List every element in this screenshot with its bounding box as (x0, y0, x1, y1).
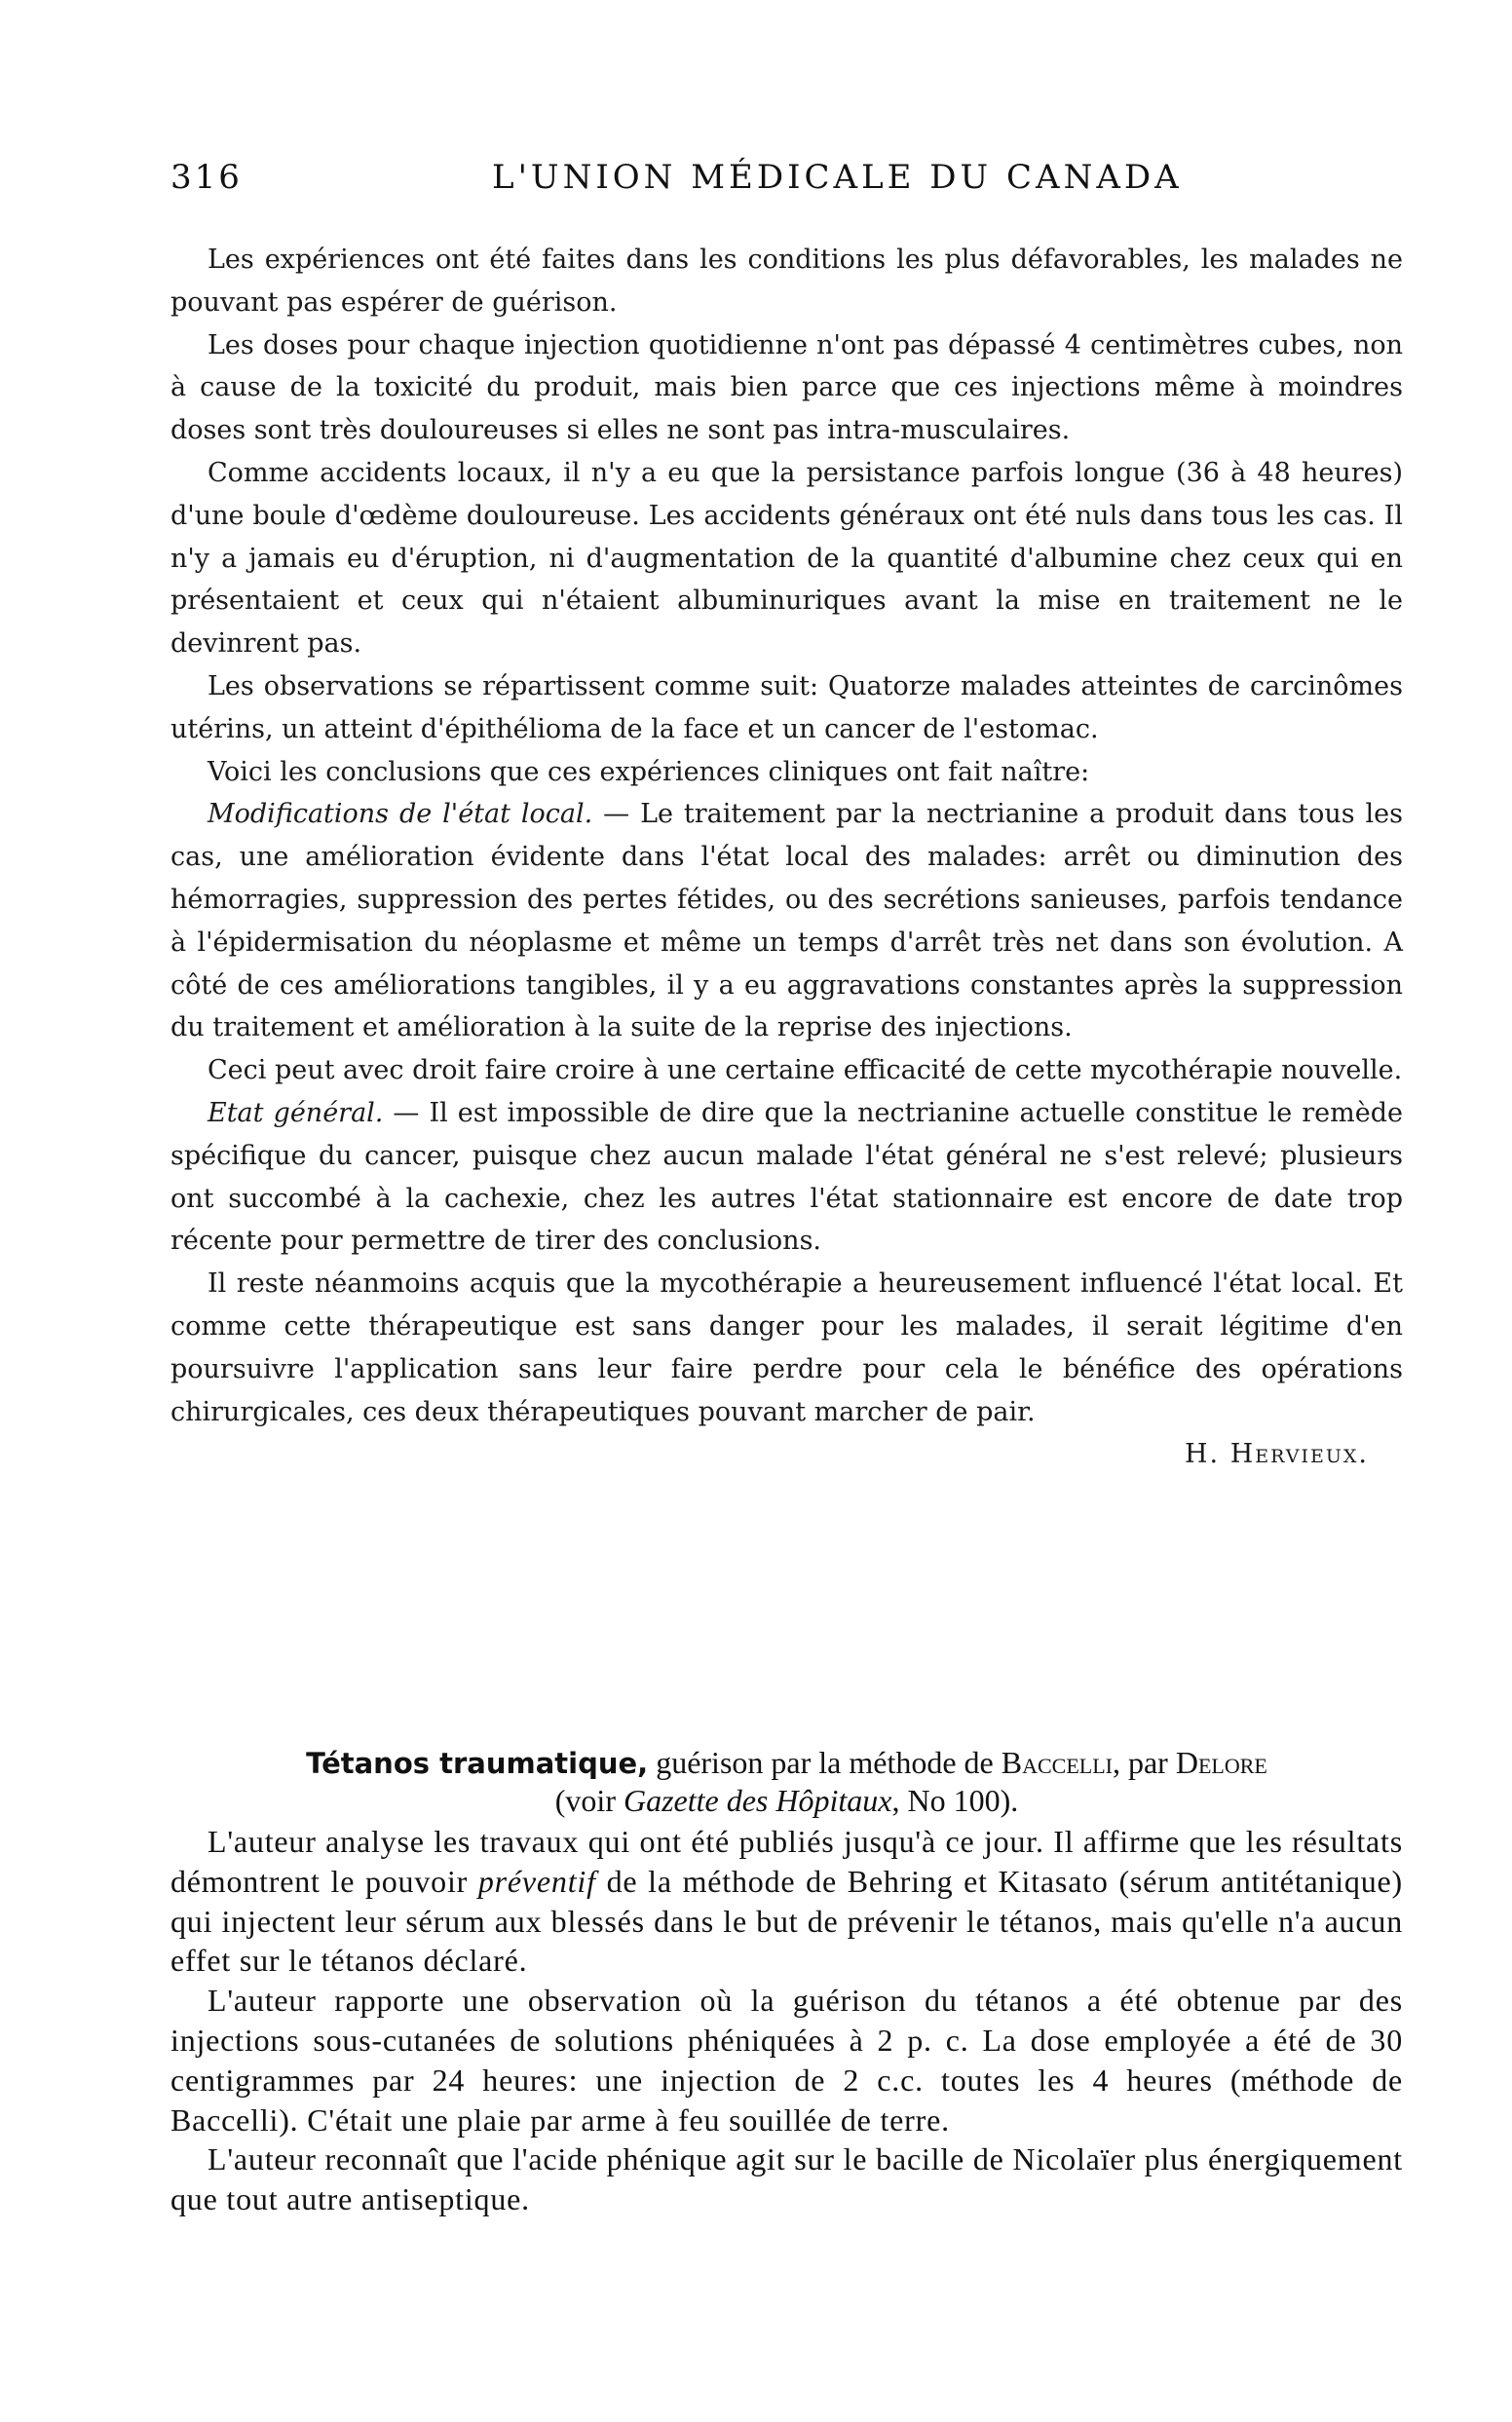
subsection-title: Modifications de l'état local. (208, 799, 593, 830)
paragraph-text: de la méthode de Behring et Kitasato (sérum antitétanique) qui injectent leur sérum aux blessés dans le but de prévenir le tétanos, mais qu'elle n'a aucun effet sur le tétanos déclaré. (170, 1863, 1403, 1979)
paragraph: Les doses pour chaque injection quotidienne n'ont pas dépassé 4 centimètres cubes, non à cause de la toxicité du produit, mais bien parce que ces injections même à moindres doses sont très douloureuses si elles ne sont pas intra-musculaires. (170, 329, 1403, 446)
paragraph: Comme accidents locaux, il n'y a eu que la persistance parfois longue (36 à 48 heures) d'une boule d'œdème douloureuse. Les accidents généraux ont été nuls dans tous les cas. Il n'y a jamais eu d'éruption, ni d'augmentation de la quantité d'albumine chez ceux qui en présentaient et ceux qui n'étaient albuminuriques avant la mise en traitement ne le devinrent pas. (170, 457, 1403, 660)
author-name: Baccelli (1001, 1745, 1113, 1780)
journal-title: L'UNION MÉDICALE DU CANADA (492, 158, 1183, 197)
article-heading (170, 1744, 1403, 1819)
paragraph (170, 1092, 1403, 1263)
paragraph: Ceci peut avec droit faire croire à une certaine efficacité de cette mycothérapie nouvelle. (208, 1055, 1403, 1086)
previous-article-section (170, 239, 1403, 1476)
article-title-rest: guérison par la méthode de (648, 1745, 1002, 1780)
article-body (170, 1822, 1403, 2219)
emphasis: préventif (477, 1863, 596, 1899)
paragraph (170, 1822, 1403, 1981)
paragraph-text: — Il est impossible de dire que la nectrianine actuelle constitue le remède spécifique du cancer, puisque chez aucun malade l'état général ne s'est relevé; plusieurs ont succombé à la cachexie, chez les autres l'état stationnaire est encore de date trop récente pour permettre de tirer des conclusions. (170, 1097, 1403, 1257)
paragraph (170, 793, 1403, 1049)
source-journal: Gazette des Hôpitaux (623, 1783, 892, 1818)
article-title: Tétanos traumatique, (306, 1747, 649, 1780)
source-open: (voir (554, 1783, 624, 1818)
paragraph: Il reste néanmoins acquis que la mycothérapie a heureusement influencé l'état local. Et comme cette thérapeutique est sans danger pour les malades, il serait légitime d'en poursuivre l'application sans leur faire perdre pour cela le bénéfice des opérations chirurgicales, ces deux thérapeutiques pouvant marcher de pair. (170, 1268, 1403, 1427)
paragraph: L'auteur rapporte une observation où la guérison du tétanos a été obtenue par des injections sous-cutanées de solutions phéniquées à 2 p. c. La dose employée a été de 30 centigrammes par 24 heures: une injection de 2 c.c. toutes les 4 heures (méthode de Baccelli). C'était une plaie par arme à feu souillée de terre. (170, 1983, 1403, 2138)
heading-text: , par (1112, 1745, 1176, 1780)
paragraph-text: L'auteur analyse les travaux qui ont été publiés jusqu'à ce jour. Il affirme que les résultats démontrent le pouvoir (170, 1824, 1403, 1899)
paragraph: L'auteur reconnaît que l'acide phénique agit sur le bacille de Nicolaïer plus énergiquement que tout autre antiseptique. (170, 2141, 1403, 2217)
page-header (170, 158, 1388, 205)
paragraph: Voici les conclusions que ces expériences cliniques ont fait naître: (208, 756, 1090, 787)
author-name: Delore (1175, 1745, 1267, 1780)
author-signature: H. Hervieux. (1185, 1439, 1369, 1470)
paragraph: Les observations se répartissent comme suit: Quatorze malades atteintes de carcinômes utérins, un atteint d'épithélioma de la face et un cancer de l'estomac. (170, 670, 1403, 744)
paragraph-text: — Le traitement par la nectrianine a produit dans tous les cas, une amélioration évidente dans l'état local des malades: arrêt ou diminution des hémorragies, suppression des pertes fétides, ou des secrétions sanieuses, parfois tendance à l'épidermisation du néoplasme et même un temps d'arrêt très net dans son évolution. A côté de ces améliorations tangibles, il y a eu aggravations constantes après la suppression du traitement et amélioration à la suite de la reprise des injections. (170, 799, 1403, 1043)
page-number: 316 (170, 158, 243, 197)
paragraph: Les expériences ont été faites dans les conditions les plus défavorables, les malades ne pouvant pas espérer de guérison. (170, 245, 1403, 318)
source-close: , No 100). (891, 1783, 1019, 1818)
subsection-title: Etat général. (208, 1097, 384, 1128)
